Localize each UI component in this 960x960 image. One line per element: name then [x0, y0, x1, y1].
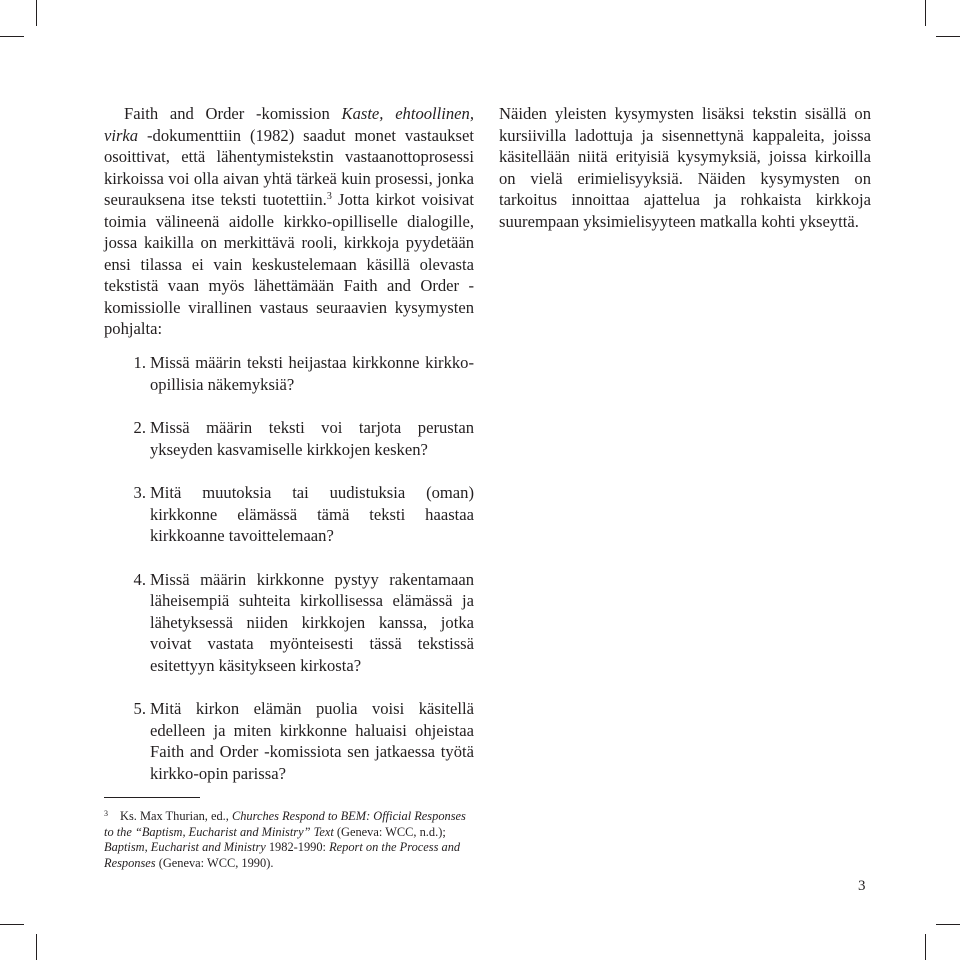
crop-mark: [936, 924, 960, 925]
list-item: [104, 482, 474, 547]
question-list: [104, 352, 474, 806]
crop-mark: [0, 36, 24, 37]
footnote-divider: [104, 797, 200, 798]
question-number: 2.: [133, 418, 146, 437]
right-column: [499, 103, 871, 232]
crop-mark: [936, 36, 960, 37]
question-number: 4.: [133, 569, 146, 589]
intro-text: Faith and Order -komission Kaste, ehtoollinen, virka -dokumenttiin (1982) saadut monet vastaukset osoittivat, että lähentymistekstin vastaanottoprosessi kirkoissa voi olla aivan yhtä tärkeä kuin prosessi, jonka seurauksena itse teksti tuotettiin.$^3$ Jotta kirkot voisivat toimia välineenä aidolle kirkko-opilliselle dialogille, jossa kaikilla on merkittävä rooli, kirkkoja pyydetään ensi tilassa ei vain keskustelemaan käsillä olevasta tekstistä vaan myös lähettämään Faith and Order -komissiolle virallinen vastaus seuraavien kysymysten pohjalta:: [104, 104, 474, 338]
list-item: [104, 569, 474, 677]
footnote-mark: 3: [104, 809, 108, 818]
question-number: 1.: [133, 353, 146, 372]
crop-mark: [925, 934, 926, 960]
crop-mark: [0, 924, 24, 925]
intro-paragraph: [104, 103, 474, 340]
question-text: Mitä kirkon elämän puolia voisi käsitellä edelleen ja miten kirkkonne haluaisi ohjeistaa Faith and Order -komissiota sen jatkaessa työtä kirkko-opin parissa?: [150, 699, 474, 783]
list-item: [104, 417, 474, 460]
question-text: Missä määrin teksti voi tarjota perustan ykseyden kasvamiselle kirkkojen kesken?: [150, 418, 474, 459]
footnote-reference: 3: [326, 191, 332, 202]
page-number: 3: [858, 878, 866, 894]
crop-mark: [36, 934, 37, 960]
document-title: Kaste, ehtoollinen, virka: [104, 104, 474, 145]
crop-mark: [925, 0, 926, 26]
footnote: $^3$ Ks. Max Thurian, ed., Churches Respond to BEM: Official Responses to the “Baptism, Eucharist and Ministry” Text (Geneva: WCC, n.d.); Baptism, Eucharist and Ministry 1982-1990: Report on the Process and Responses (Geneva: WCC, 1990).: [104, 809, 466, 870]
list-item: [104, 698, 474, 784]
question-number: 5.: [133, 699, 146, 718]
right-paragraph: Näiden yleisten kysymysten lisäksi tekstin sisällä on kursiivilla ladottuja ja sisennettynä kappaleita, joissa käsitellään niitä erityisiä kysymyksiä, joissa kirkoilla on vielä erimielisyyksiä. Näiden kysymysten on tarkoitus innoittaa ajattelua ja rohkaista kirkkoja suurempaan yksimielisyyteen matkalla kohti ykseyttä.: [499, 104, 871, 231]
list-item: [104, 352, 474, 395]
crop-mark: [36, 0, 37, 26]
question-text: Missä määrin teksti heijastaa kirkkonne kirkko-opillisia näkemyksiä?: [150, 353, 474, 394]
question-number: 3.: [133, 483, 146, 502]
question-text: Mitä muutoksia tai uudistuksia (oman) kirkkonne elämässä tämä teksti haastaa kirkkoanne tavoittelemaan?: [150, 483, 474, 545]
question-text: Missä määrin kirkkonne pystyy rakentamaan läheisempiä suhteita kirkollisessa elämässä ja lähetyksessä niiden kirkkojen kanssa, jotka voivat vastata myönteisesti tässä tekstissä esitettyyn käsitykseen kirkosta?: [150, 569, 474, 675]
